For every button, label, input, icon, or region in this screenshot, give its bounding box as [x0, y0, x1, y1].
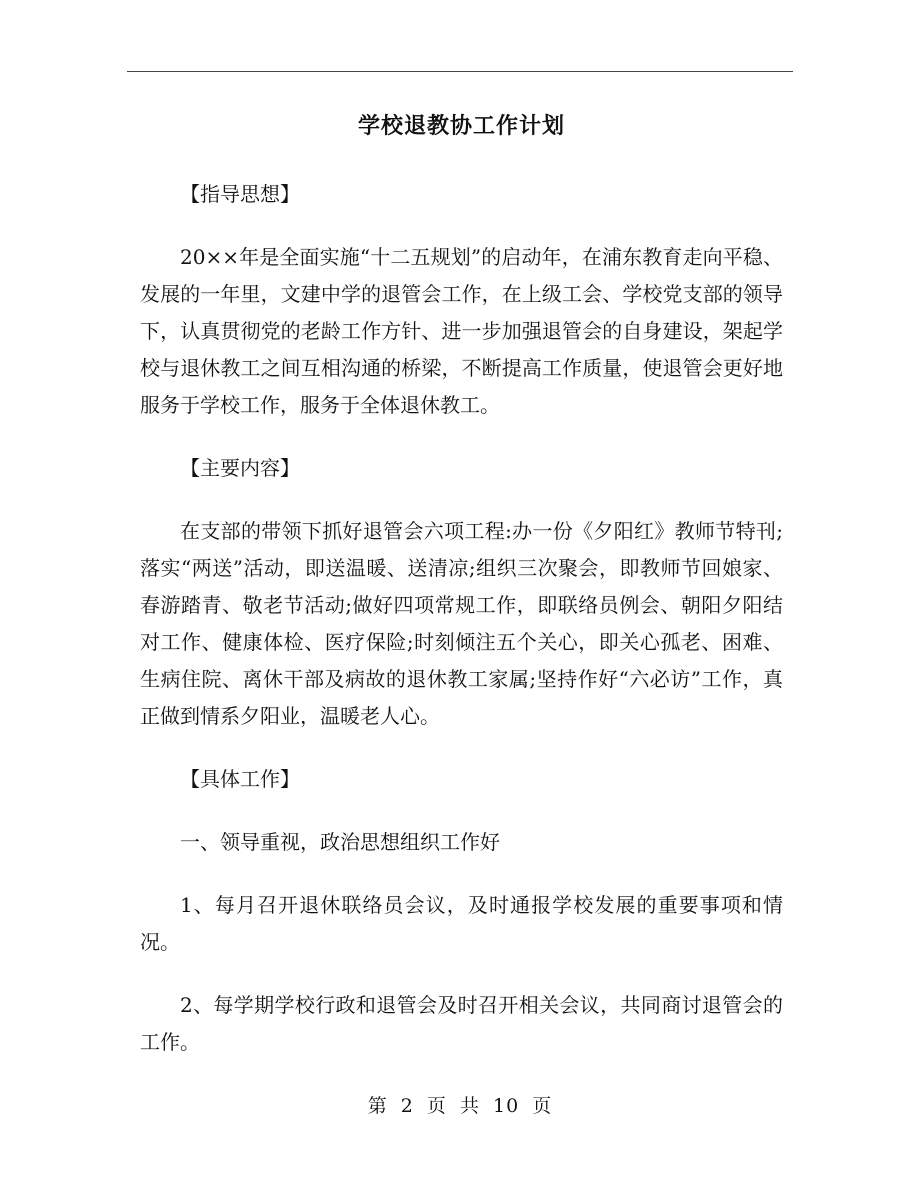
footer-suffix: 页 [532, 1095, 553, 1117]
section-heading-main-content: 【主要内容】 [180, 456, 300, 480]
document-body [140, 100, 783, 1061]
footer-total-word: 共 [459, 1095, 480, 1117]
footer-page-word: 页 [426, 1095, 447, 1117]
subheading-leadership: 一、领导重视，政治思想组织工作好 [180, 830, 500, 854]
document-title: 学校退教协工作计划 [357, 113, 565, 139]
footer-current-page: 2 [400, 1095, 414, 1117]
list-item-2: 2、每学期学校行政和退管会及时召开相关会议，共同商讨退管会的工作。 [140, 993, 783, 1054]
header-rule [127, 71, 793, 72]
section-heading-guiding: 【指导思想】 [180, 182, 300, 206]
paragraph-guiding: 20××年是全面实施“十二五规划”的启动年，在浦东教育走向平稳、发展的一年里，文建中学的退管会工作，在上级工会、学校党支部的领导下，认真贯彻党的老龄工作方针、进一步加强退管会的自身建设，架起学校与退休教工之间互相沟通的桥梁，不断提高工作质量，使退管会更好地服务于学校工作，服务于全体退休教工。 [140, 245, 783, 417]
paragraph-main-content: 在支部的带领下抓好退管会六项工程:办一份《夕阳红》教师节特刊;落实“两送”活动，即送温暖、送清凉;组织三次聚会，即教师节回娘家、春游踏青、敬老节活动;做好四项常规工作，即联络员例会、朝阳夕阳结对工作、健康体检、医疗保险;时刻倾注五个关心，即关心孤老、困难、生病住院、离休干部及病故的退休教工家属;坚持作好“六必访”工作，真正做到情系夕阳业，温暖老人心。 [140, 519, 783, 728]
page-footer [0, 1091, 920, 1121]
section-heading-specific-work: 【具体工作】 [180, 767, 300, 791]
list-item-1: 1、每月召开退休联络员会议，及时通报学校发展的重要事项和情况。 [140, 893, 783, 954]
footer-total-pages: 10 [493, 1095, 520, 1117]
footer-prefix: 第 [367, 1095, 388, 1117]
